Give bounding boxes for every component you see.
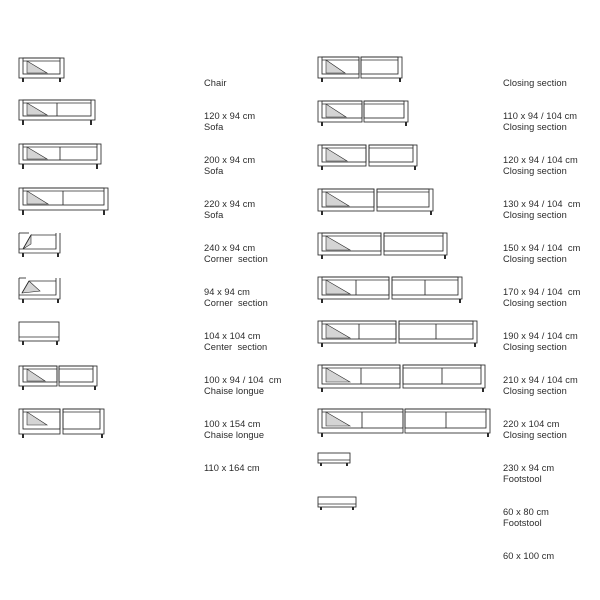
- module-label: [204, 408, 264, 496]
- chaise-longue-110-icon: [19, 409, 104, 438]
- footstool-100-icon: [318, 497, 356, 510]
- module-name: Chaise longue: [204, 430, 265, 440]
- module-name: Footstool: [503, 518, 542, 528]
- closing-section-210-icon: [318, 321, 477, 347]
- module-name: Closing section: [503, 386, 567, 396]
- module-size: 120 x 94 / 104 cm: [503, 155, 578, 165]
- module-name: Closing section: [503, 122, 567, 132]
- module-name: Closing section: [503, 78, 567, 88]
- module-name: Closing section: [503, 342, 567, 352]
- module-name: Corner section: [204, 254, 268, 264]
- closing-section-170-icon: [318, 233, 447, 259]
- module-size: 110 x 94 / 104 cm: [503, 111, 578, 121]
- module-size: 60 x 80 cm: [503, 507, 549, 517]
- module-size: 150 x 94 / 104 cm: [503, 243, 581, 253]
- module-name: Center section: [204, 342, 268, 352]
- closing-section-150-icon: [318, 189, 433, 215]
- module-label: [503, 496, 554, 584]
- module-size: 110 x 164 cm: [204, 463, 260, 473]
- chaise-longue-100-icon: [19, 366, 97, 390]
- module-size: 104 x 104 cm: [204, 331, 261, 341]
- module-size: 94 x 94 cm: [204, 287, 250, 297]
- module-name: Chair: [204, 78, 227, 88]
- sofa-200-icon: [19, 100, 95, 125]
- module-size: 190 x 94 / 104 cm: [503, 331, 578, 341]
- module-name: Sofa: [204, 122, 224, 132]
- module-size: 220 x 94 cm: [204, 199, 256, 209]
- module-name: Closing section: [503, 210, 567, 220]
- sofa-220-icon: [19, 144, 101, 169]
- closing-section-190-icon: [318, 277, 462, 303]
- sofa-240-icon: [19, 188, 108, 215]
- module-size: 170 x 94 / 104 cm: [503, 287, 581, 297]
- closing-section-220-icon: [318, 365, 485, 392]
- module-size: 120 x 94 cm: [204, 111, 256, 121]
- module-name: Closing section: [503, 430, 567, 440]
- module-size: 240 x 94 cm: [204, 243, 256, 253]
- closing-section-110-icon: [318, 57, 402, 82]
- closing-section-120-icon: [318, 101, 408, 126]
- module-size: 210 x 94 / 104 cm: [503, 375, 578, 385]
- module-size: 130 x 94 / 104 cm: [503, 199, 581, 209]
- module-size: 230 x 94 cm: [503, 463, 555, 473]
- module-name: Chaise longue: [204, 386, 265, 396]
- closing-section-130-icon: [318, 145, 417, 170]
- module-name: Footstool: [503, 474, 542, 484]
- module-size: 100 x 94 / 104 cm: [204, 375, 282, 385]
- chair-icon: [19, 58, 64, 82]
- module-name: Closing section: [503, 166, 567, 176]
- closing-section-230-icon: [318, 409, 490, 437]
- module-size: 220 x 104 cm: [503, 419, 560, 429]
- module-name: Sofa: [204, 166, 224, 176]
- module-size: 100 x 154 cm: [204, 419, 261, 429]
- corner-section-104-icon: [19, 278, 60, 303]
- module-name: Corner section: [204, 298, 268, 308]
- corner-section-94-icon: [19, 233, 60, 257]
- module-name: Closing section: [503, 254, 567, 264]
- module-size: 60 x 100 cm: [503, 551, 555, 561]
- footstool-80-icon: [318, 453, 350, 466]
- center-section-icon: [19, 322, 59, 345]
- module-name: Closing section: [503, 298, 567, 308]
- module-size: 200 x 94 cm: [204, 155, 256, 165]
- module-name: Sofa: [204, 210, 224, 220]
